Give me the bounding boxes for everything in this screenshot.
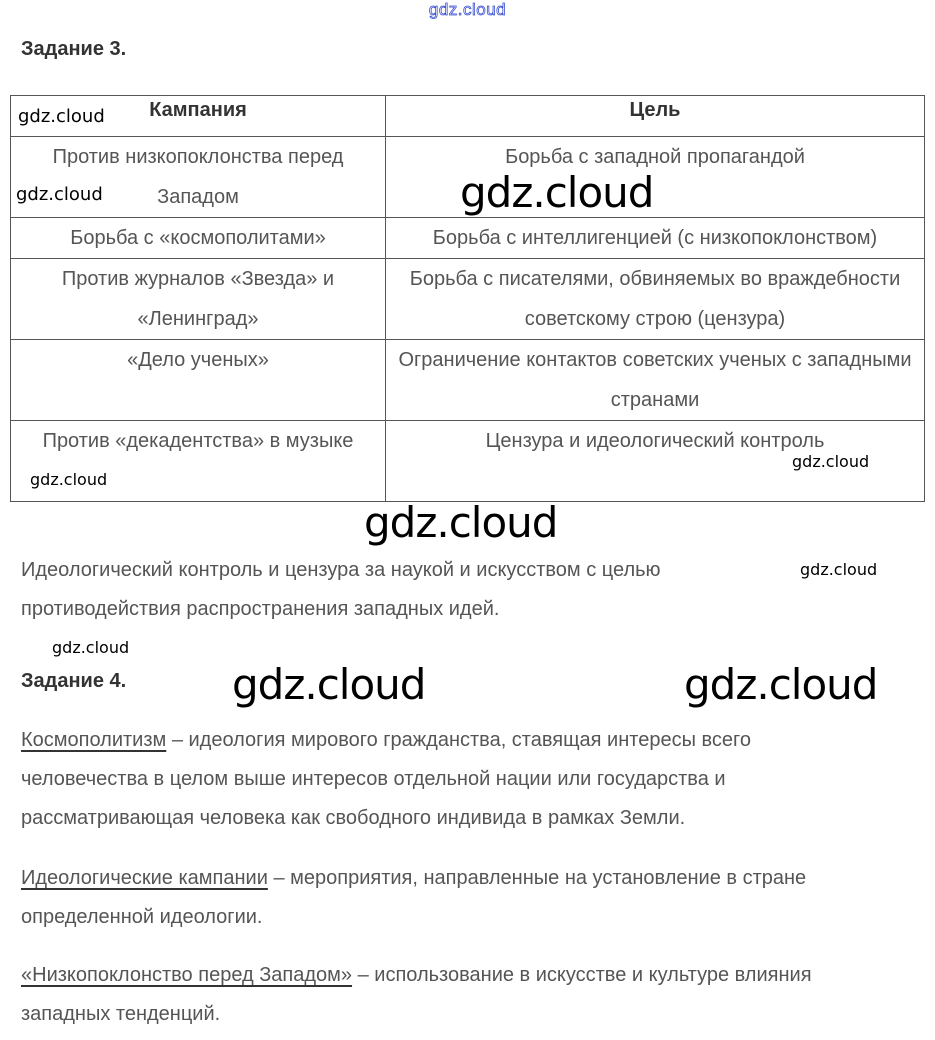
cell-goal: Цензура и идеологический контроль <box>386 421 925 502</box>
watermark: gdz.cloud <box>792 452 870 471</box>
cell-goal: Борьба с западной пропагандой <box>386 137 925 218</box>
cell-campaign: Борьба с «космополитами» <box>11 218 386 259</box>
watermark: gdz.cloud <box>232 660 426 709</box>
watermark: gdz.cloud <box>52 638 130 657</box>
table-header-row <box>11 96 925 137</box>
table-row <box>11 340 925 421</box>
definition-term: Идеологические кампании <box>21 867 268 889</box>
watermark: gdz.cloud <box>16 184 103 205</box>
definition-cosmopolitanism <box>21 721 881 838</box>
watermark: gdz.cloud <box>18 106 105 127</box>
definition-text: – идеология мирового гражданства, ставящая интересы всего человечества в целом выше интересов отдельной нации или государства и рассматривающая человека как свободного индивида в рамках Земли. <box>21 729 752 829</box>
table-row <box>11 218 925 259</box>
watermark: gdz.cloud <box>30 470 108 489</box>
table-row <box>11 259 925 340</box>
task4-heading: Задание 4. <box>21 670 127 692</box>
task3-conclusion: Идеологический контроль и цензура за наукой и искусством с целью противодействия распространения западных идей. <box>21 559 661 620</box>
campaigns-table <box>10 95 925 502</box>
header-goal: Цель <box>386 96 925 137</box>
cell-campaign: Против журналов «Звезда» и «Ленинград» <box>11 259 386 340</box>
definition-term: Космополитизм <box>21 729 167 751</box>
task3-heading: Задание 3. <box>21 38 127 60</box>
watermark: gdz.cloud <box>364 498 558 547</box>
definition-text: – использование в искусстве и культуре влияния западных тенденций. <box>21 964 812 1025</box>
cell-goal: Борьба с интеллигенцией (с низкопоклонством) <box>386 218 925 259</box>
watermark: gdz.cloud <box>460 168 654 217</box>
site-watermark-top: gdz.cloud <box>428 0 507 19</box>
header-campaign: Кампания <box>11 96 386 137</box>
watermark: gdz.cloud <box>684 660 878 709</box>
definition-text: – мероприятия, направленные на установление в стране определенной идеологии. <box>21 867 807 928</box>
watermark: gdz.cloud <box>800 560 878 579</box>
definition-ideological-campaigns <box>21 859 871 937</box>
cell-goal: Борьба с писателями, обвиняемых во враждебности советскому строю (цензура) <box>386 259 925 340</box>
cell-campaign: Против низкопоклонства перед Западом <box>11 137 386 218</box>
cell-goal: Ограничение контактов советских ученых с западными странами <box>386 340 925 421</box>
table-row <box>11 421 925 502</box>
definition-term: «Низкопоклонство перед Западом» <box>21 964 353 986</box>
cell-campaign: «Дело ученых» <box>11 340 386 421</box>
cell-campaign: Против «декадентства» в музыке <box>11 421 386 502</box>
definition-kowtowing-to-west <box>21 956 871 1034</box>
